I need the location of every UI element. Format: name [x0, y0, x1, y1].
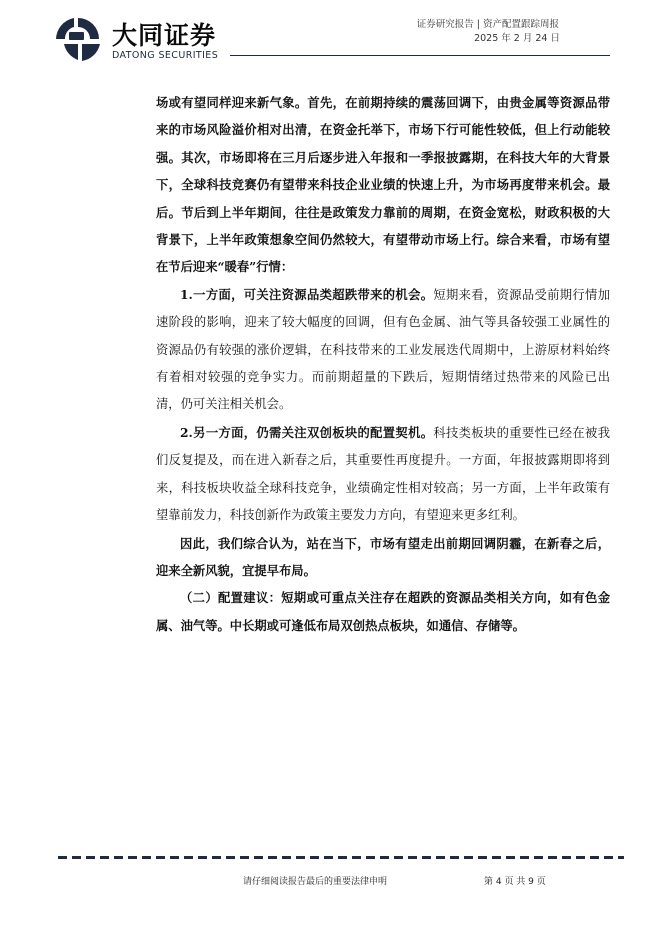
paragraph-outlook: 场或有望同样迎来新气象。首先，在前期持续的震荡回调下，由贵金属等资源品带来的市场风险溢价相对出清，在资金托举下，市场下行可能性较低，但上行动能较强。其次，市场即将在三月后逐步进入年报和一季报披露期，在科技大年的大背景下，全球科技竞赛仍有望带来科技企业业绩的快速上升，为市场再度带来机会。最后。节后到上半年期间，往往是政策发力靠前的周期，在资金宽松，财政积极的大背景下，上半年政策想象空间仍然较大，有望带动市场上行。综合来看，市场有望在节后迎来“暖春”行情： — [156, 95, 610, 275]
paragraph-conclusion: 因此，我们综合认为，站在当下，市场有望走出前期回调阴霾，在新春之后，迎来全新风貌，宜提早布局。 — [156, 535, 610, 578]
paragraph-tech — [156, 419, 610, 530]
brand-name-cn: 大同证券 — [112, 21, 217, 50]
report-date: 2025 年 2 月 24 日 — [474, 33, 560, 44]
paragraph-resources-lead: 1.一方面，可关注资源品类超跌带来的机会。 — [180, 286, 434, 302]
report-type: 证券研究报告 | 资产配置跟踪周报 — [416, 19, 559, 30]
brand-name-en: DATONG SECURITIES — [112, 50, 219, 61]
paragraph-resources-text: 短期来看，资源品受前期行情加速阶段的影响，迎来了较大幅度的回调，但有色金属、油气等具备较强工业属性的资源品仍有较强的涨价逻辑，在科技带来的工业发展迭代周期中，上游原材料始终有着相对较强的竞争实力。而前期超量的下跌后，短期情绪过热带来的风险已出清，仍可关注相关机会。 — [156, 287, 610, 412]
report-body — [156, 89, 610, 639]
paragraph-tech-lead: 2.另一方面，仍需关注双创板块的配置契机。 — [180, 424, 434, 440]
datong-logo-icon — [52, 16, 104, 62]
footer-disclaimer: 请仔细阅读报告最后的重要法律申明 — [243, 877, 388, 887]
footer-divider — [58, 856, 624, 859]
paragraph-tech-text: 科技类板块的重要性已经在被我们反复提及，而在进入新春之后，其重要性再度提升。一方面，年报披露期即将到来，科技板块收益全球科技竞争，业绩确定性相对较高；另一方面，上半年政策有望靠前发力，科技创新作为政策主要发力方向，有望迎来更多红利。 — [156, 425, 610, 523]
page-header — [0, 0, 662, 70]
paragraph-allocation: （二）配置建议：短期或可重点关注存在超跌的资源品类相关方向，如有色金属、油气等。中长期或可逢低布局双创热点板块，如通信、存储等。 — [156, 590, 610, 633]
paragraph-resources — [156, 281, 610, 419]
header-rule — [230, 55, 610, 56]
page-number: 第 4 页 共 9 页 — [484, 877, 546, 887]
